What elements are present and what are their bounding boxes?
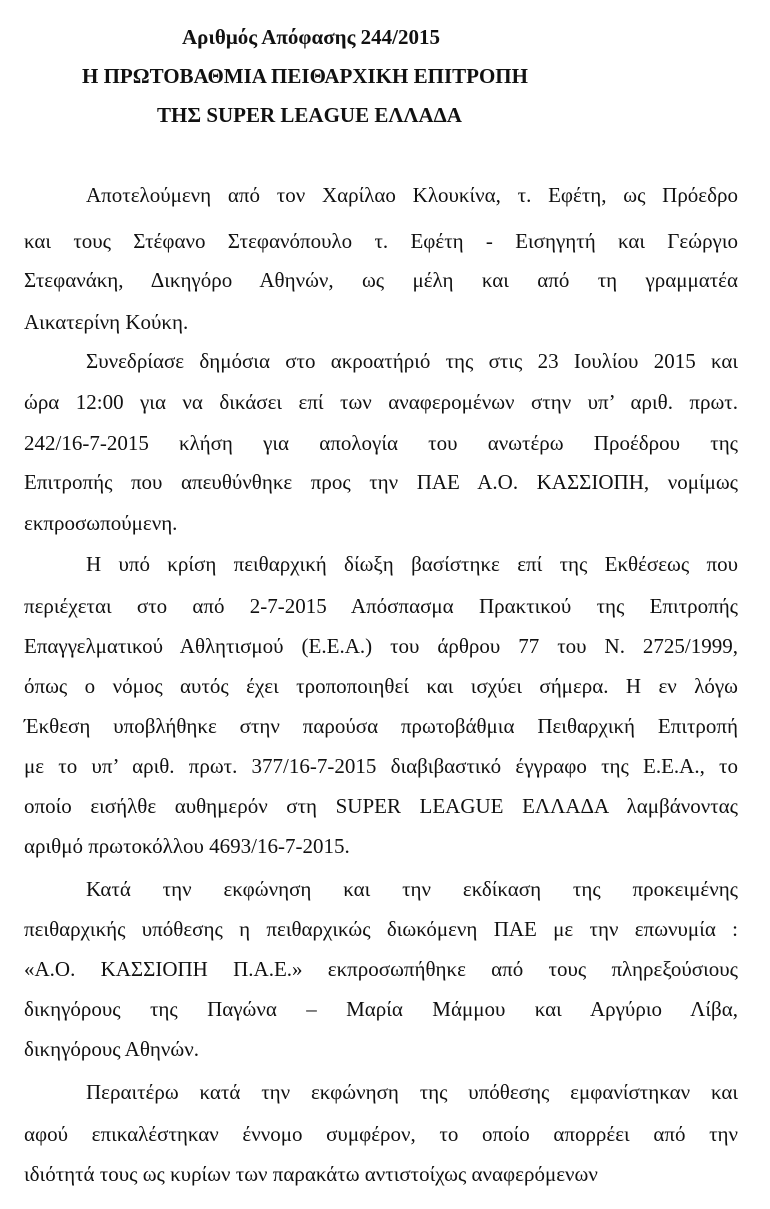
text-line: και τους Στέφανο Στεφανόπουλο τ. Εφέτη - Εισηγητή και Γεώργιο [24, 229, 738, 253]
decision-number-heading: Αριθμός Απόφασης 244/2015 [182, 25, 441, 49]
text-line: αφού επικαλέστηκαν έννομο συμφέρον, το οποίο απορρέει από την [24, 1122, 738, 1146]
text-line: δικηγόρους Αθηνών. [24, 1037, 199, 1061]
text-line: δικηγόρους της Παγώνα – Μαρία Μάμμου και Αργύριο Λίβα, [24, 997, 738, 1021]
committee-heading: Η ΠΡΩΤΟΒΑΘΜΙΑ ΠΕΙΘΑΡΧΙΚΗ ΕΠΙΤΡΟΠΗ [82, 64, 528, 88]
text-line: πειθαρχικής υπόθεσης η πειθαρχικώς διωκόμενη ΠΑΕ με την επωνυμία : [24, 917, 738, 941]
text-line: όπως ο νόμος αυτός έχει τροποποιηθεί και ισχύει σήμερα. Η εν λόγω [24, 674, 738, 698]
text-line: Επιτροπής που απευθύνθηκε προς την ΠΑΕ Α.Ο. ΚΑΣΣΙΟΠΗ, νομίμως [24, 470, 738, 494]
text-line: «Α.Ο. ΚΑΣΣΙΟΠΗ Π.Α.Ε.» εκπροσωπήθηκε από τους πληρεξούσιους [24, 957, 738, 981]
text-line: Έκθεση υποβλήθηκε στην παρούσα πρωτοβάθμια Πειθαρχική Επιτροπή [24, 714, 738, 738]
text-line: Στεφανάκη, Δικηγόρο Αθηνών, ως μέλη και από τη γραμματέα [24, 268, 738, 292]
text-line: αριθμό πρωτοκόλλου 4693/16-7-2015. [24, 834, 350, 858]
text-line: Επαγγελματικού Αθλητισμού (Ε.Ε.Α.) του άρθρου 77 του Ν. 2725/1999, [24, 634, 738, 658]
text-line: ιδιότητά τους ως κυρίων των παρακάτω αντιστοίχως αναφερόμενων [24, 1162, 598, 1186]
league-heading: ΤΗΣ SUPER LEAGUE ΕΛΛΑΔΑ [157, 103, 462, 127]
text-line: περιέχεται στο από 2-7-2015 Απόσπασμα Πρακτικού της Επιτροπής [24, 594, 738, 618]
text-line: Η υπό κρίση πειθαρχική δίωξη βασίστηκε επί της Εκθέσεως που [86, 552, 738, 576]
text-line: ώρα 12:00 για να δικάσει επί των αναφερομένων στην υπ’ αριθ. πρωτ. [24, 390, 738, 414]
text-line: με το υπ’ αριθ. πρωτ. 377/16-7-2015 διαβιβαστικό έγγραφο της Ε.Ε.Α., το [24, 754, 738, 778]
text-line: 242/16-7-2015 κλήση για απολογία του ανωτέρω Προέδρου της [24, 431, 738, 455]
text-line: οποίο εισήλθε αυθημερόν στη SUPER LEAGUE ΕΛΛΑΔΑ λαμβάνοντας [24, 794, 738, 818]
text-line: Αποτελούμενη από τον Χαρίλαο Κλουκίνα, τ. Εφέτη, ως Πρόεδρο [86, 183, 738, 207]
text-line: Περαιτέρω κατά την εκφώνηση της υπόθεσης εμφανίστηκαν και [86, 1080, 738, 1104]
text-line: Συνεδρίασε δημόσια στο ακροατήριό της στις 23 Ιουλίου 2015 και [86, 349, 738, 373]
text-line: Αικατερίνη Κούκη. [24, 310, 189, 334]
text-line: εκπροσωπούμενη. [24, 511, 178, 535]
text-line: Κατά την εκφώνηση και την εκδίκαση της προκειμένης [86, 877, 738, 901]
